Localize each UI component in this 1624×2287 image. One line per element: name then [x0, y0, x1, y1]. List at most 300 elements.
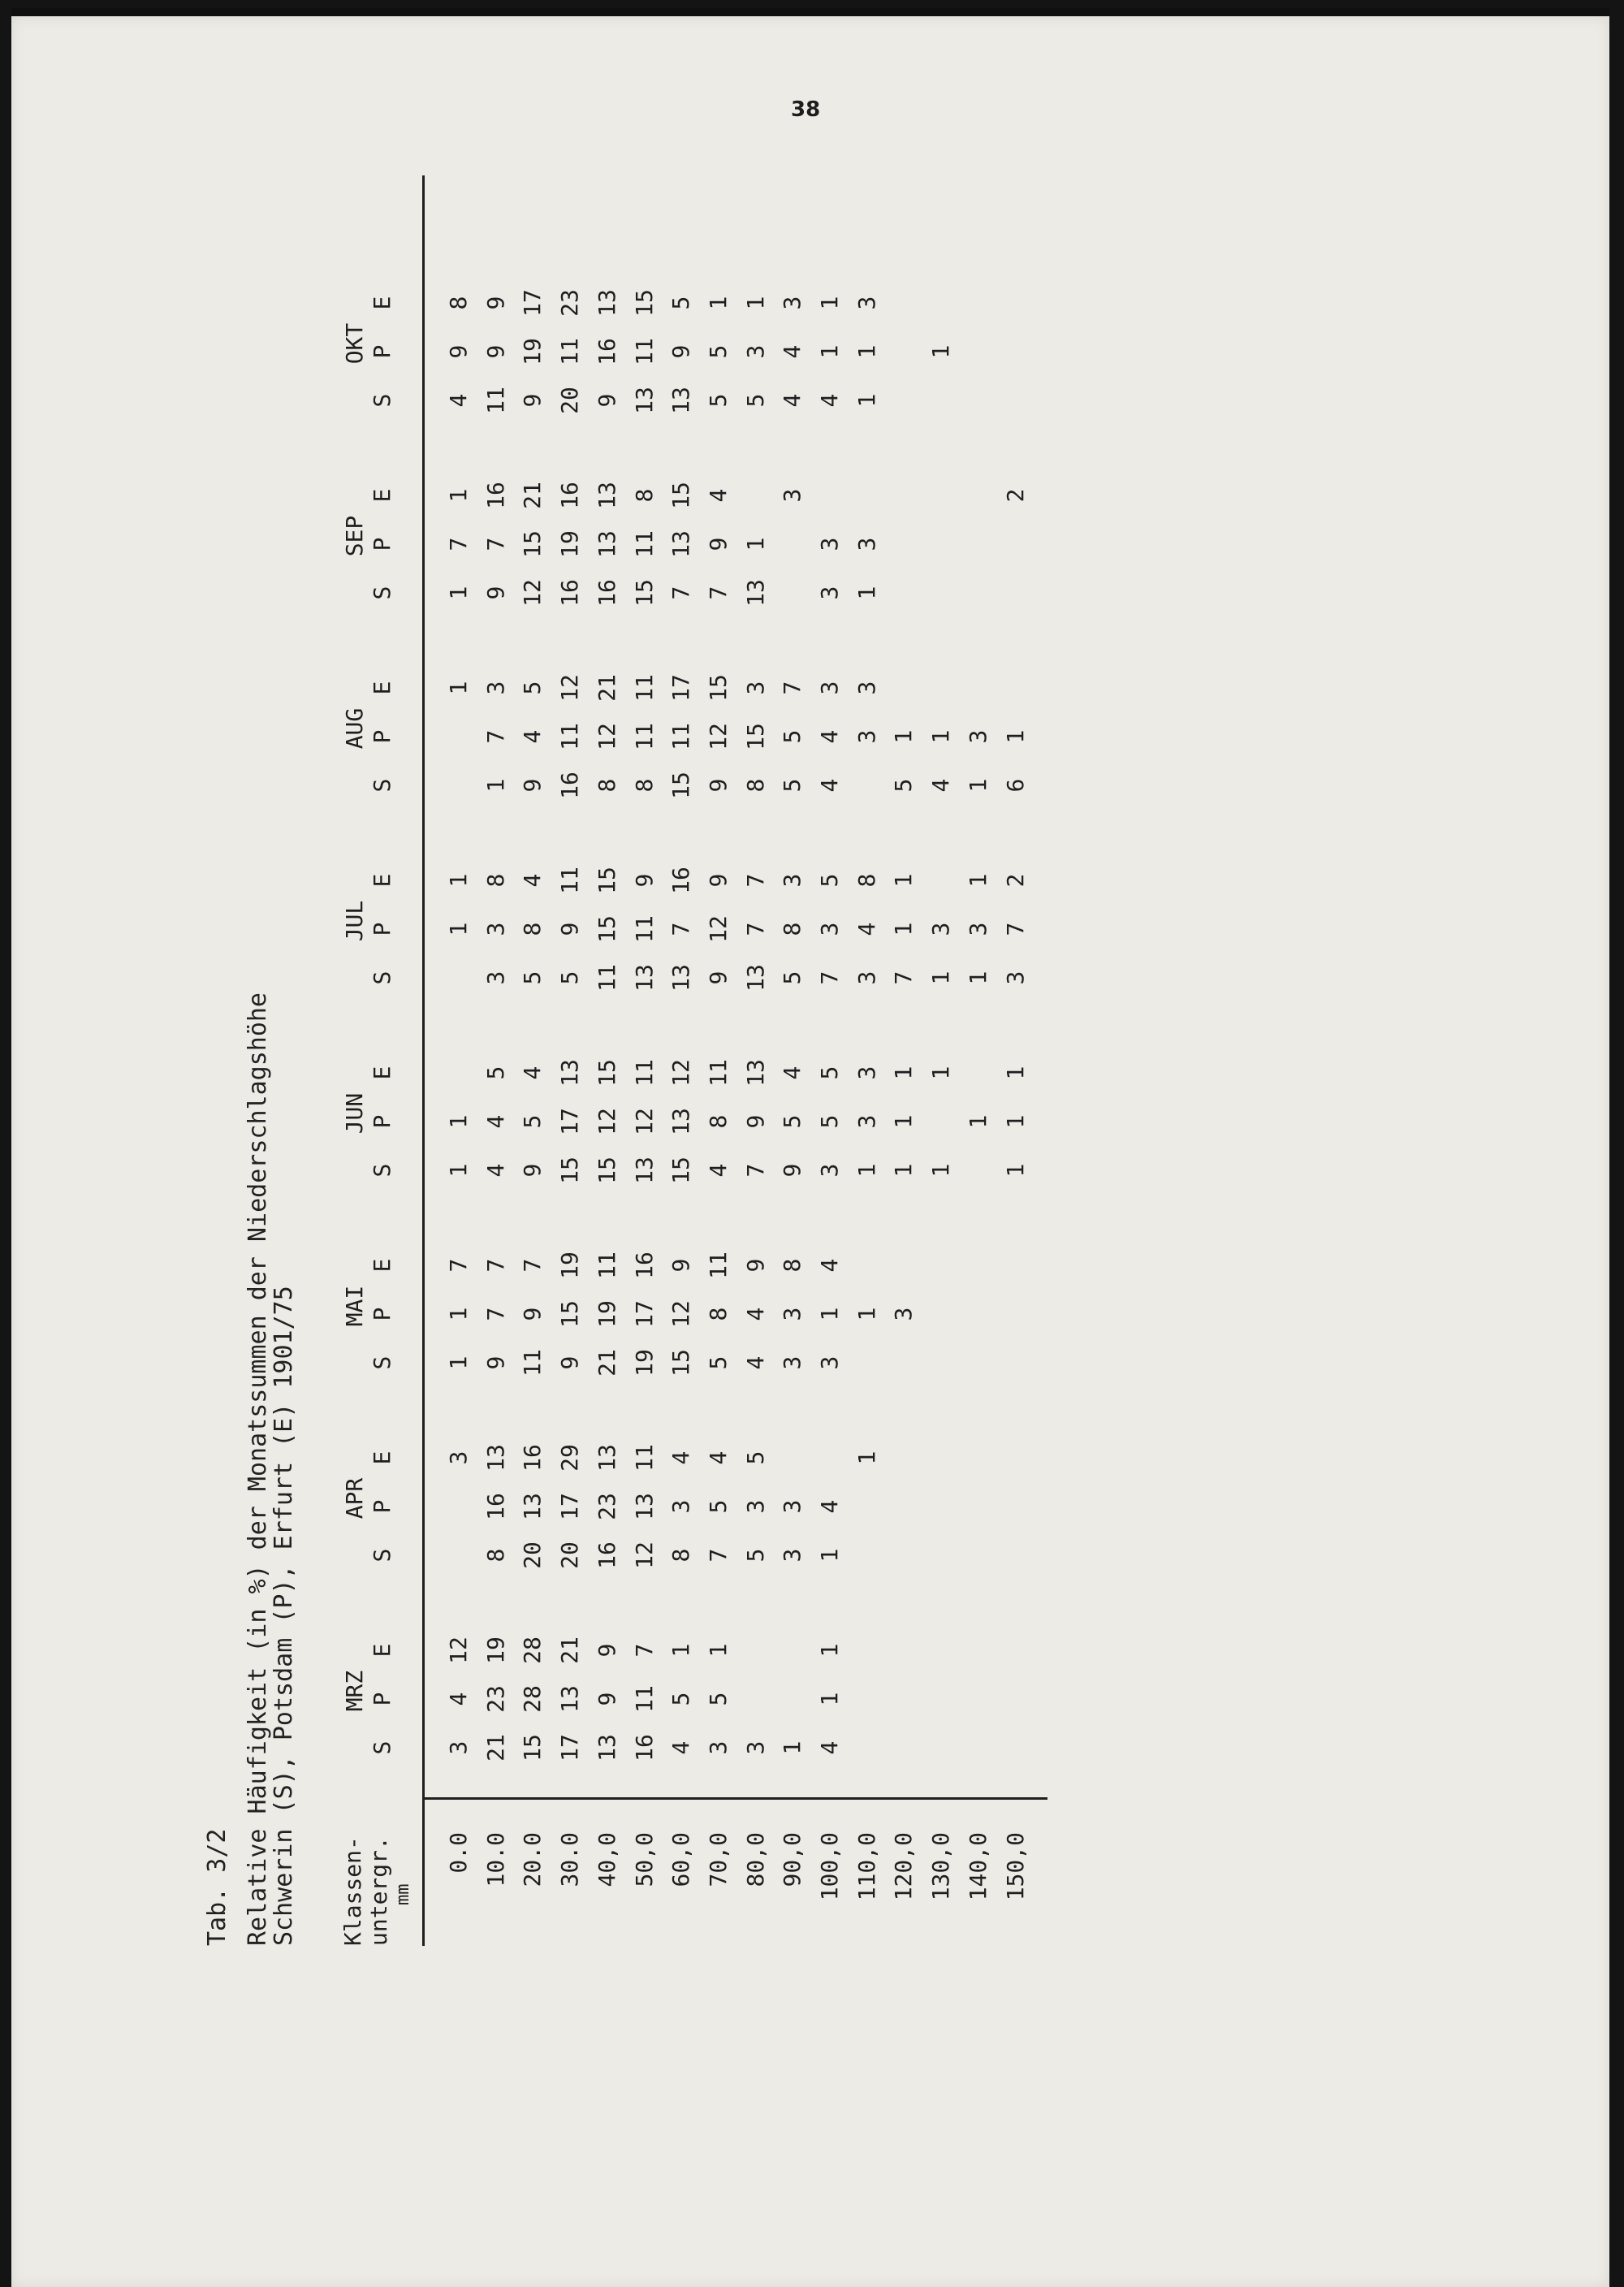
table-cell: 13	[630, 1493, 658, 1520]
table-label: Tab. 3/2	[203, 1828, 231, 1946]
table-cell: 3	[853, 296, 880, 310]
table-cell: 13	[630, 387, 658, 414]
table-cell: 3	[890, 1307, 918, 1321]
table-cell: 5	[667, 296, 695, 310]
table-cell: 15	[519, 530, 546, 558]
table-cell: 11	[593, 1252, 620, 1279]
table-cell: 17	[556, 1108, 584, 1135]
table-cell: 5	[519, 681, 546, 695]
table-cell: 12	[519, 579, 546, 607]
table-cell: 3	[667, 1499, 695, 1514]
table-cell: 11	[482, 387, 509, 414]
table-cell: 15	[667, 482, 695, 509]
table-cell: 12	[556, 674, 584, 702]
class-label: 120,0	[890, 1832, 918, 1901]
table-cell: 1	[964, 873, 991, 888]
table-cell: 9	[779, 1163, 806, 1178]
table-cell: 3	[964, 729, 991, 744]
table-cell: 7	[482, 1307, 509, 1321]
class-label: 150,0	[1001, 1832, 1029, 1901]
table-cell: 7	[779, 681, 806, 695]
month-header-aug: AUG	[341, 707, 368, 750]
class-label: 80,0	[741, 1832, 769, 1887]
sub-header-e: E	[369, 873, 395, 888]
table-cell: 1	[816, 344, 843, 359]
table-cell: 7	[741, 873, 769, 888]
sub-header-e: E	[369, 1066, 395, 1080]
table-subtitle: Schwerin (S), Potsdam (P), Erfurt (E) 1901/75	[270, 1286, 298, 1946]
sub-header-p: P	[369, 1114, 395, 1129]
table-cell: 12	[630, 1541, 658, 1569]
sub-header-s: S	[369, 778, 395, 793]
table-cell: 4	[667, 1450, 695, 1465]
table-cell: 13	[519, 1493, 546, 1520]
table-cell: 9	[593, 1643, 620, 1658]
table-cell: 3	[704, 1740, 732, 1755]
table-cell: 7	[667, 586, 695, 600]
table-cell: 3	[853, 537, 880, 551]
table-cell: 15	[704, 674, 732, 702]
table-cell: 15	[556, 1300, 584, 1328]
table-cell: 9	[556, 922, 584, 936]
class-label: 90,0	[779, 1832, 806, 1887]
table-cell: 3	[853, 681, 880, 695]
table-cell: 13	[593, 530, 620, 558]
table-cell: 11	[630, 530, 658, 558]
sub-header-e: E	[369, 1450, 395, 1465]
table-cell: 1	[890, 873, 918, 888]
table-cell: 19	[556, 530, 584, 558]
table-cell: 1	[816, 1643, 843, 1658]
table-cell: 3	[779, 1499, 806, 1514]
table-cell: 19	[519, 338, 546, 365]
table-cell: 3	[853, 1114, 880, 1129]
table-cell: 11	[630, 338, 658, 365]
class-label: 0.0	[445, 1832, 472, 1874]
table-cell: 7	[630, 1643, 658, 1658]
class-label: 10.0	[482, 1832, 509, 1887]
table-cell: 13	[667, 1108, 695, 1135]
table-cell: 20	[519, 1541, 546, 1569]
table-cell: 13	[667, 530, 695, 558]
table-cell: 11	[556, 338, 584, 365]
table-cell: 3	[482, 922, 509, 936]
table-cell: 11	[630, 1059, 658, 1087]
table-cell: 7	[741, 1163, 769, 1178]
table-cell: 13	[593, 482, 620, 509]
table-cell: 8	[704, 1307, 732, 1321]
table-cell: 11	[630, 915, 658, 943]
table-cell: 15	[667, 1156, 695, 1184]
table-cell: 13	[556, 1059, 584, 1087]
table-cell: 5	[779, 971, 806, 985]
table-cell: 9	[482, 1355, 509, 1370]
table-cell: 9	[519, 778, 546, 793]
table-cell: 8	[853, 873, 880, 888]
table-cell: 17	[519, 289, 546, 317]
table-cell: 11	[704, 1252, 732, 1279]
table-cell: 11	[556, 867, 584, 894]
sub-header-p: P	[369, 344, 395, 359]
table-cell: 1	[445, 922, 472, 936]
sub-header-s: S	[369, 1355, 395, 1370]
table-cell: 8	[482, 1548, 509, 1563]
table-cell: 20	[556, 387, 584, 414]
table-cell: 8	[779, 922, 806, 936]
sub-header-p: P	[369, 537, 395, 551]
table-cell: 1	[853, 1163, 880, 1178]
table-cell: 9	[593, 1692, 620, 1706]
table-cell: 9	[704, 537, 732, 551]
table-cell: 3	[779, 1355, 806, 1370]
class-label: 110,0	[853, 1832, 880, 1901]
table-cell: 15	[593, 1059, 620, 1087]
table-cell: 8	[519, 922, 546, 936]
table-cell: 7	[482, 1258, 509, 1273]
table-cell: 5	[741, 1548, 769, 1563]
table-cell: 1	[1001, 729, 1029, 744]
table-cell: 20	[556, 1541, 584, 1569]
table-cell: 8	[630, 488, 658, 503]
table-cell: 4	[667, 1740, 695, 1755]
table-cell: 15	[630, 289, 658, 317]
page-number: 38	[791, 97, 821, 122]
table-cell: 3	[1001, 971, 1029, 985]
table-cell: 8	[741, 778, 769, 793]
table-cell: 9	[704, 778, 732, 793]
class-label: 20.0	[519, 1832, 546, 1887]
table-cell: 21	[593, 674, 620, 702]
table-cell: 21	[482, 1734, 509, 1762]
table-cell: 12	[704, 723, 732, 750]
table-cell: 1	[964, 1114, 991, 1129]
table-cell: 11	[630, 1444, 658, 1472]
table-cell: 28	[519, 1636, 546, 1664]
table-cell: 4	[816, 729, 843, 744]
table-cell: 21	[519, 482, 546, 509]
table-cell: 9	[741, 1258, 769, 1273]
class-label: 40,0	[593, 1832, 620, 1887]
table-cell: 1	[816, 1307, 843, 1321]
table-cell: 13	[630, 964, 658, 992]
table-cell: 12	[704, 915, 732, 943]
table-cell: 5	[704, 344, 732, 359]
table-cell: 4	[704, 1163, 732, 1178]
class-label: 130,0	[927, 1832, 955, 1901]
table-cell: 13	[741, 964, 769, 992]
table-cell: 1	[445, 1307, 472, 1321]
table-cell: 1	[890, 922, 918, 936]
table-cell: 1	[927, 971, 955, 985]
table-cell: 4	[482, 1163, 509, 1178]
table-cell: 4	[816, 393, 843, 408]
table-cell: 9	[482, 586, 509, 600]
table-cell: 1	[816, 1692, 843, 1706]
month-header-mai: MAI	[341, 1285, 368, 1327]
table-cell: 3	[853, 971, 880, 985]
table-cell: 11	[556, 723, 584, 750]
table-cell: 15	[667, 1349, 695, 1377]
table-cell: 5	[704, 393, 732, 408]
sub-header-s: S	[369, 1740, 395, 1755]
table-cell: 9	[741, 1114, 769, 1129]
table-cell: 13	[667, 964, 695, 992]
table-cell: 16	[593, 1541, 620, 1569]
table-cell: 1	[927, 1066, 955, 1080]
table-cell: 4	[816, 1499, 843, 1514]
table-cell: 1	[816, 1548, 843, 1563]
table-cell: 5	[779, 1114, 806, 1129]
table-cell: 1	[816, 296, 843, 310]
table-cell: 7	[816, 971, 843, 985]
table-cell: 1	[927, 729, 955, 744]
table-cell: 1	[667, 1643, 695, 1658]
table-cell: 9	[556, 1355, 584, 1370]
table-cell: 3	[816, 537, 843, 551]
table-cell: 9	[482, 344, 509, 359]
table-cell: 4	[445, 393, 472, 408]
class-label: 50,0	[630, 1832, 658, 1887]
table-cell: 12	[667, 1059, 695, 1087]
class-label: 30.0	[556, 1832, 584, 1887]
table-cell: 1	[1001, 1066, 1029, 1080]
table-cell: 16	[556, 579, 584, 607]
table-cell: 11	[630, 674, 658, 702]
table-cell: 5	[741, 393, 769, 408]
table-cell: 23	[482, 1685, 509, 1713]
table-cell: 4	[816, 1740, 843, 1755]
table-cell: 17	[667, 674, 695, 702]
table-cell: 19	[593, 1300, 620, 1328]
class-column-rule	[422, 1797, 1047, 1800]
table-cell: 15	[556, 1156, 584, 1184]
table-cell: 5	[816, 1114, 843, 1129]
month-header-mrz: MRZ	[341, 1670, 368, 1712]
table-cell: 1	[890, 729, 918, 744]
table-cell: 13	[482, 1444, 509, 1472]
table-cell: 4	[445, 1692, 472, 1706]
table-cell: 3	[853, 729, 880, 744]
table-cell: 5	[556, 971, 584, 985]
table-cell: 1	[445, 586, 472, 600]
table-cell: 29	[556, 1444, 584, 1472]
table-cell: 13	[593, 1444, 620, 1472]
table-cell: 1	[853, 1450, 880, 1465]
table-cell: 9	[519, 393, 546, 408]
table-cell: 9	[704, 971, 732, 985]
table-cell: 3	[779, 873, 806, 888]
class-label: 140,0	[964, 1832, 991, 1901]
table-cell: 5	[519, 1114, 546, 1129]
table-cell: 12	[667, 1300, 695, 1328]
table-cell: 4	[779, 393, 806, 408]
class-label: 60,0	[667, 1832, 695, 1887]
table-cell: 1	[1001, 1163, 1029, 1178]
table-cell: 3	[816, 586, 843, 600]
table-cell: 13	[741, 1059, 769, 1087]
table-cell: 1	[853, 1307, 880, 1321]
table-cell: 5	[482, 1066, 509, 1080]
table-cell: 8	[593, 778, 620, 793]
table-cell: 7	[704, 586, 732, 600]
table-cell: 3	[816, 1163, 843, 1178]
table-cell: 2	[1001, 488, 1029, 503]
table-cell: 1	[853, 393, 880, 408]
table-cell: 11	[667, 723, 695, 750]
table-cell: 3	[927, 922, 955, 936]
table-cell: 16	[482, 1493, 509, 1520]
table-cell: 7	[445, 537, 472, 551]
table-cell: 16	[630, 1734, 658, 1762]
table-cell: 15	[630, 579, 658, 607]
table-cell: 4	[704, 488, 732, 503]
table-cell: 13	[593, 289, 620, 317]
table-cell: 12	[593, 1108, 620, 1135]
table-cell: 11	[519, 1349, 546, 1377]
month-header-jul: JUL	[341, 900, 368, 942]
table-cell: 12	[593, 723, 620, 750]
table-cell: 3	[816, 922, 843, 936]
table-cell: 2	[1001, 873, 1029, 888]
table-cell: 3	[482, 681, 509, 695]
table-cell: 1	[1001, 1114, 1029, 1129]
table-cell: 16	[630, 1252, 658, 1279]
table-cell: 9	[593, 393, 620, 408]
table-cell: 1	[445, 1355, 472, 1370]
sub-header-e: E	[369, 296, 395, 310]
table-cell: 9	[519, 1163, 546, 1178]
table-cell: 1	[704, 1643, 732, 1658]
table-cell: 4	[519, 1066, 546, 1080]
table-cell: 3	[741, 1499, 769, 1514]
table-cell: 3	[741, 681, 769, 695]
sub-header-e: E	[369, 1643, 395, 1658]
table-cell: 4	[741, 1355, 769, 1370]
table-cell: 1	[445, 681, 472, 695]
table-cell: 3	[779, 296, 806, 310]
table-cell: 19	[630, 1349, 658, 1377]
table-cell: 9	[519, 1307, 546, 1321]
table-cell: 11	[630, 723, 658, 750]
table-cell: 23	[556, 289, 584, 317]
table-cell: 7	[704, 1548, 732, 1563]
table-cell: 13	[556, 1685, 584, 1713]
table-cell: 1	[927, 1163, 955, 1178]
table-cell: 3	[779, 1548, 806, 1563]
table-cell: 8	[630, 778, 658, 793]
table-cell: 7	[890, 971, 918, 985]
class-label: 70,0	[704, 1832, 732, 1887]
table-cell: 16	[519, 1444, 546, 1472]
table-cell: 7	[519, 1258, 546, 1273]
table-cell: 1	[964, 971, 991, 985]
table-cell: 16	[556, 482, 584, 509]
table-cell: 1	[741, 537, 769, 551]
table-cell: 11	[593, 964, 620, 992]
table-cell: 4	[519, 729, 546, 744]
table-cell: 7	[1001, 922, 1029, 936]
table-cell: 1	[890, 1066, 918, 1080]
table-cell: 4	[704, 1450, 732, 1465]
table-cell: 15	[593, 915, 620, 943]
table-cell: 3	[816, 1355, 843, 1370]
table-cell: 9	[667, 344, 695, 359]
table-cell: 4	[927, 778, 955, 793]
table-cell: 15	[593, 867, 620, 894]
table-cell: 3	[853, 1066, 880, 1080]
table-cell: 1	[741, 296, 769, 310]
table-cell: 3	[741, 1740, 769, 1755]
sub-header-s: S	[369, 1548, 395, 1563]
table-cell: 1	[890, 1114, 918, 1129]
table-cell: 3	[445, 1740, 472, 1755]
table-cell: 8	[779, 1258, 806, 1273]
sub-header-p: P	[369, 922, 395, 936]
table-cell: 17	[556, 1493, 584, 1520]
table-cell: 8	[667, 1548, 695, 1563]
table-cell: 11	[630, 1685, 658, 1713]
table-cell: 15	[741, 723, 769, 750]
table-cell: 4	[816, 778, 843, 793]
table-cell: 3	[816, 681, 843, 695]
table-cell: 23	[593, 1493, 620, 1520]
table-cell: 4	[519, 873, 546, 888]
table-cell: 5	[890, 778, 918, 793]
table-cell: 15	[667, 772, 695, 799]
table-cell: 4	[779, 344, 806, 359]
table-cell: 7	[482, 537, 509, 551]
table-cell: 13	[667, 387, 695, 414]
table-cell: 7	[741, 922, 769, 936]
table-cell: 13	[593, 1734, 620, 1762]
table-cell: 4	[853, 922, 880, 936]
table-cell: 3	[779, 488, 806, 503]
table-title: Relative Häufigkeit (in %) der Monatssummen der Niederschlagshöhe	[244, 992, 272, 1946]
row-header-line1: Klassen-	[339, 1836, 366, 1946]
table-cell: 7	[667, 922, 695, 936]
table-cell: 5	[704, 1499, 732, 1514]
row-header-unit: mm	[393, 1883, 413, 1905]
table-cell: 12	[630, 1108, 658, 1135]
sub-header-p: P	[369, 1499, 395, 1514]
table-cell: 7	[445, 1258, 472, 1273]
table-cell: 17	[630, 1300, 658, 1328]
sub-header-p: P	[369, 729, 395, 744]
table-cell: 1	[482, 778, 509, 793]
table-cell: 16	[667, 867, 695, 894]
table-cell: 1	[964, 778, 991, 793]
table-cell: 3	[964, 922, 991, 936]
table-cell: 9	[704, 873, 732, 888]
table-cell: 9	[482, 296, 509, 310]
table-cell: 1	[445, 488, 472, 503]
header-rule	[422, 175, 425, 1946]
table-cell: 1	[853, 344, 880, 359]
table-cell: 4	[741, 1307, 769, 1321]
class-label: 100,0	[816, 1832, 843, 1901]
table-cell: 8	[482, 873, 509, 888]
table-cell: 12	[445, 1636, 472, 1664]
month-header-okt: OKT	[341, 322, 368, 365]
table-cell: 1	[445, 1114, 472, 1129]
table-cell: 8	[445, 296, 472, 310]
table-cell: 3	[482, 971, 509, 985]
table-cell: 4	[482, 1114, 509, 1129]
table-cell: 1	[445, 1163, 472, 1178]
table-cell: 1	[853, 586, 880, 600]
table-cell: 16	[482, 482, 509, 509]
table-cell: 11	[704, 1059, 732, 1087]
